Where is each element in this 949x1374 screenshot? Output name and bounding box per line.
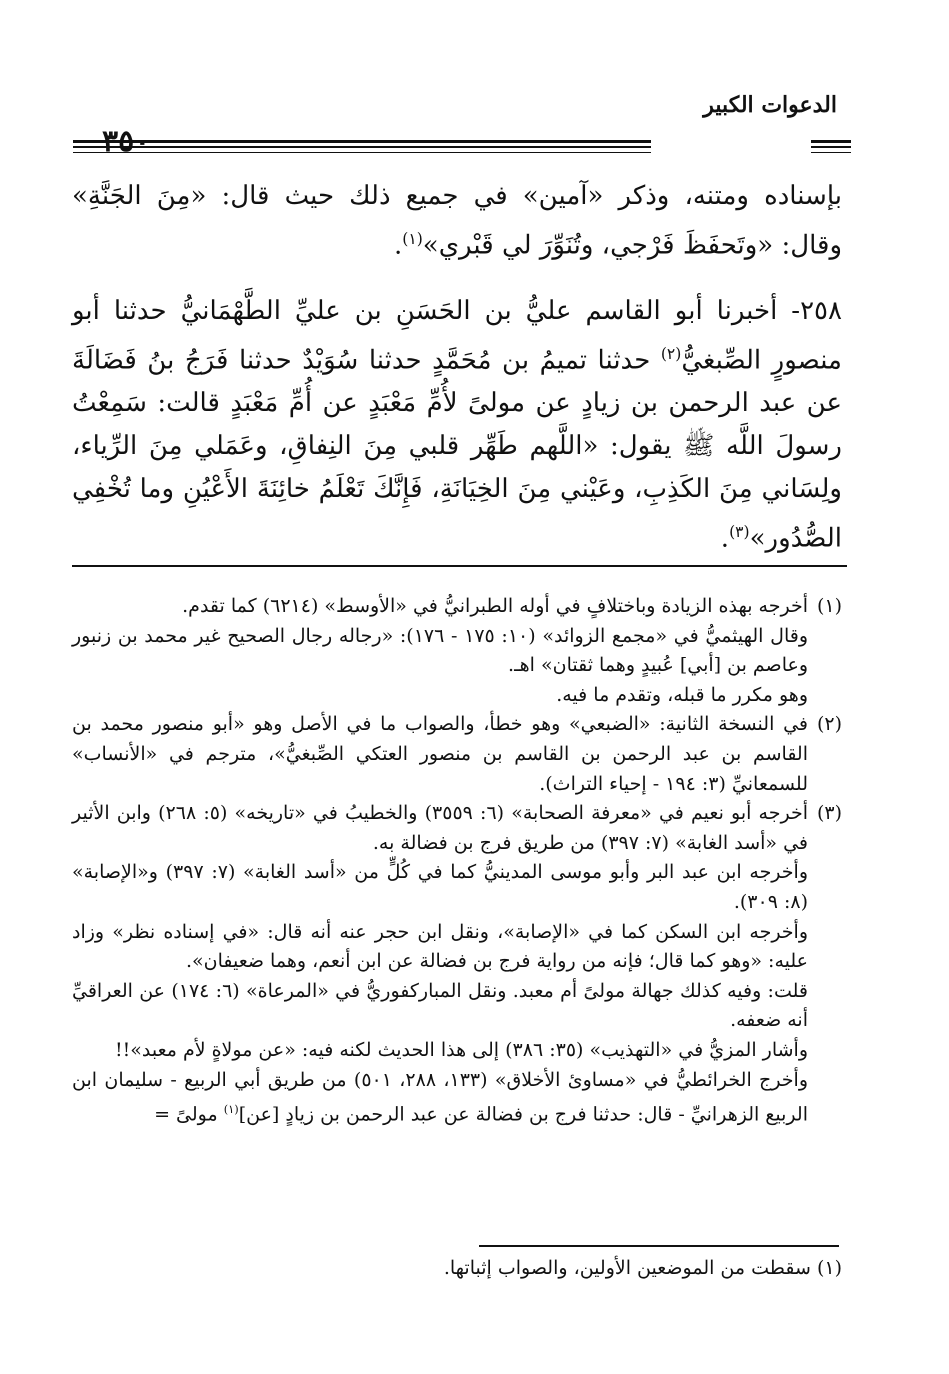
paragraph: [72, 175, 842, 268]
footnote-line: في النسخة الثانية: «الضبعي» وهو خطأ، والصواب ما في الأصل وهو «أبو منصور محمد بن القاسم بن عبد الرحمن بن القاسم بن منصور العتكي الصِّبغيُّ»، مترجم في «الأنساب» للسمعانيِّ (٣: ١٩٤ - إحياء التراث).: [72, 713, 808, 795]
footnote-line-text: وأخرج الخرائطيُّ في «مساوئ الأخلاق» (١٣٣، ٢٨٨، ٥٠١) من طريق أبي الربيع - سليمان ابن الربيع الزهرانيِّ - قال: حدثنا فرج بن فضالة عن عبد الرحمن بن زيادٍ [عن]: [72, 1068, 809, 1126]
footnote-line: أخرجه بهذه الزيادة وباختلافٍ في أوله الطبرانيُّ في «الأوسط» (٦٢١٤) كما تقدم.: [182, 595, 808, 617]
header-rule-short: [811, 140, 851, 143]
footnote-line: أخرجه أبو نعيم في «معرفة الصحابة» (٦: ٣٥٥٩) والخطيبُ في «تاريخه» (٥: ٢٦٨) وابن الأثير في «أسد الغابة» (٧: ٣٩٧) من طريق فرج بن فضالة به.: [72, 802, 808, 854]
paragraph-text: ٢٥٨- أخبرنا أبو القاسم عليُّ بن الحَسَنِ بن عليِّ الطَّهْمَانيُّ حدثنا أبو منصورٍ الصِّبغيُّ: [72, 295, 842, 376]
footnotes: [72, 592, 842, 1130]
footnote-line-tail: مولىً =: [154, 1103, 218, 1126]
footnote-2: [72, 710, 842, 799]
sub-footnote: [72, 1254, 842, 1283]
header-rule: [73, 152, 651, 153]
footnote-1: [72, 592, 842, 710]
footnote-ref: (٢): [660, 344, 682, 363]
footnote-number: (٢): [816, 713, 842, 736]
paragraph-text-continued: حدثنا تميمُ بن مُحَمَّدٍ حدثنا سُوَيْدٌ حدثنا فَرَجُ بنُ فَضَالَةَ عن عبد الرحمن بن زيادٍ عن مولىً لأُمِّ مَعْبَدٍ عن أُمِّ مَعْبَدٍ قالت: سَمِعْتُ رسولَ اللَّه ﷺ يقول: «اللَّهم طَهِّر قلبي مِنَ النِفاقِ، وعَمَلي مِنَ الرِّياء، ولِسَاني مِنَ الكَذِبِ، وعَيْني مِنَ الخِيَانَةِ، فَإِنَّكَ تَعْلَمُ خائِنَةَ الأَعْيُنِ وما تُخْفِي الصُّدُور»: [72, 345, 842, 554]
footnote-line: وأشار المزيُّ في «التهذيب» (٣٥: ٣٨٦) إلى هذا الحديث لكنه فيه: «عن مولاةٍ لأم معبد»!!: [114, 1038, 808, 1061]
footnote-text: سقطت من الموضعين الأولين، والصواب إثباتها.: [443, 1257, 811, 1279]
header-rule-short: [811, 152, 851, 153]
footnote-line: وهو مكرر ما قبله، وتقدم ما فيه.: [556, 683, 808, 706]
footnote-line: قلت: وفيه كذلك جهالة مولىً أم معبد. ونقل المباركفوريُّ في «المرعاة» (٦: ١٧٤) عن العراقيِّ أنه ضعفه.: [72, 979, 808, 1032]
footnote-line: وقال الهيثميُّ في «مجمع الزوائد» (١٠: ١٧٥ - ١٧٦): «رجاله رجال الصحيح غير محمد بن زنبور وعاصم بن [أبي] عُبيدٍ وهما ثقتان» اهـ.: [72, 624, 808, 677]
footnote-number: (٣): [816, 802, 842, 825]
running-head: الدعوات الكبير: [703, 92, 837, 118]
paragraph-tail: .: [393, 230, 403, 261]
hadith-paragraph: [72, 290, 842, 561]
footnote-3: [72, 799, 842, 1130]
header-rule: [73, 140, 651, 143]
footnote-number: (١): [816, 1257, 842, 1279]
footnote-ref: (١): [402, 230, 423, 248]
header-rule: [73, 146, 651, 148]
paragraph-tail: .: [720, 523, 730, 554]
footnote-ref: (٣): [729, 523, 750, 542]
header-rule-short: [811, 146, 851, 148]
footnote-divider: [72, 565, 847, 567]
main-text: [72, 175, 842, 561]
footnote-line: وأخرجه ابن السكن كما في «الإصابة»، ونقل ابن حجر عنه أنه قال: «في إسناده نظر» وزاد عليه: «وهو كما قال؛ فإنه من رواية فرج بن فضالة عن ابن أنعم، وهما ضعيفان».: [72, 920, 808, 973]
sub-footnote-divider: [479, 1245, 839, 1247]
footnote-ref: (١): [223, 1102, 239, 1117]
paragraph-text: بإسناده ومتنه، وذكر «آمين» في جميع ذلك حيث قال: «مِنَ الجَنَّةِ» وقال: «وتَحفَظَ فَرْجي، وتُنَوِّرَ لي قَبْري»: [72, 181, 842, 261]
footnote-line: وأخرجه ابن عبد البر وأبو موسى المدينيُّ كما في كُلٍّ من «أسد الغابة» (٧: ٣٩٧) و«الإصابة» (٨: ٣٠٩).: [72, 861, 808, 913]
footnote-number: (١): [816, 595, 842, 617]
footnote-line: [72, 1066, 842, 1131]
